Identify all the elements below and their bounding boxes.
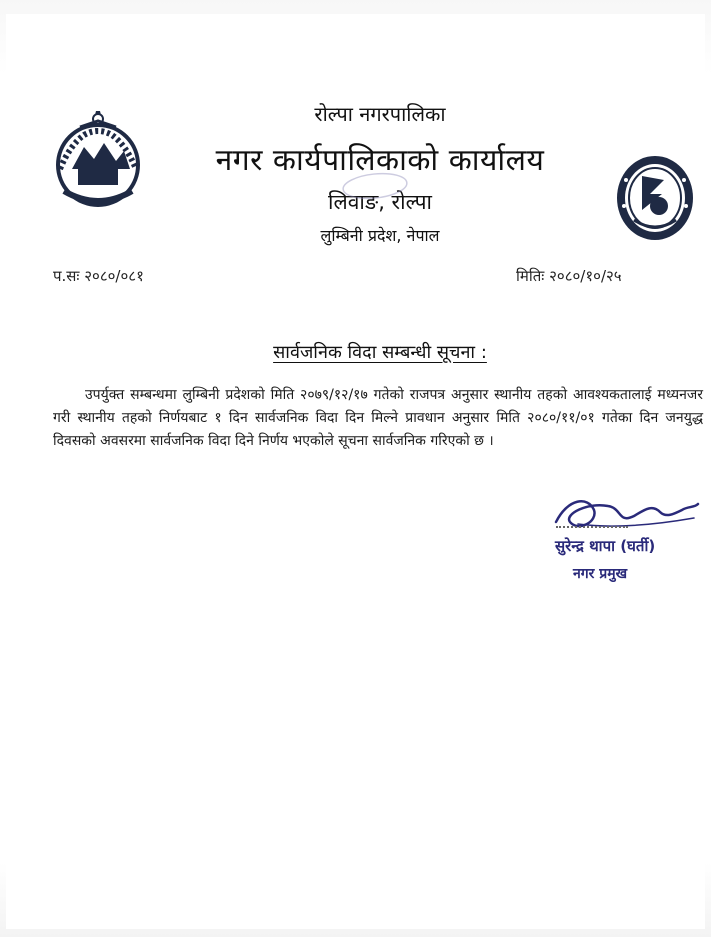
notice-body: [53, 384, 703, 453]
province-country: लुम्बिनी प्रदेश, नेपाल: [320, 226, 440, 245]
notice-subject: [180, 340, 580, 364]
office-address: लिवाङ, रोल्पा: [328, 190, 432, 214]
nepal-emblem-icon: [50, 105, 146, 215]
notice-paragraph: उपर्युक्त सम्बन्धमा लुम्बिनी प्रदेशको मिति २०७९/१२/१७ गतेको राजपत्र अनुसार स्थानीय तहको आवश्यकतालाई मध्यनजर गरी स्थानीय तहको निर्णयबाट १ दिन सार्वजनिक विदा दिन मिल्ने प्रावधान अनुसार मिति २०८०/११/०१ गतेका दिन जनयुद्ध दिवसको अवसरमा सार्वजनिक विदा दिने निर्णय भएकोले सूचना सार्वजनिक गरिएको छ ।: [53, 387, 703, 449]
letter-date: मितिः २०८०/१०/२५: [516, 267, 622, 285]
office-title: नगर कार्यपालिकाको कार्यालय: [215, 143, 545, 178]
municipality-seal-icon: [614, 150, 696, 244]
signature-line: [556, 526, 628, 528]
notice-subject-text: सार्वजनिक विदा सम्बन्धी सूचना :: [273, 342, 487, 363]
signatory-name: सुरेन्द्र थापा (घर्ती): [555, 537, 656, 555]
municipality-name: रोल्पा नगरपालिका: [314, 102, 446, 126]
handwritten-signature: [548, 492, 700, 538]
letter-number: प.सः २०८०/०८१: [53, 267, 144, 285]
signatory-title: नगर प्रमुख: [573, 566, 628, 582]
